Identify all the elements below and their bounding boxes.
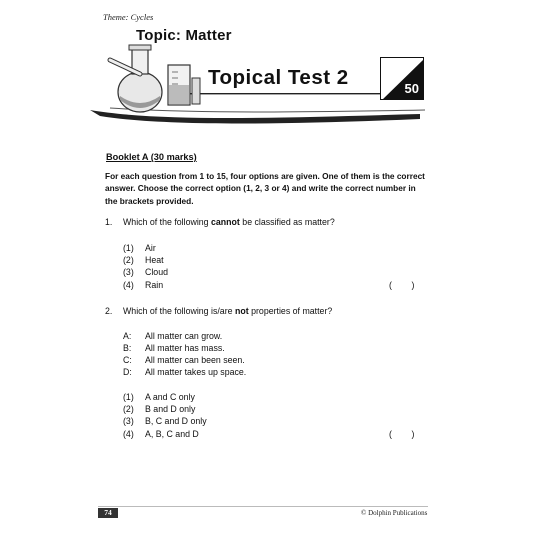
answer-bracket[interactable]: ( ): [389, 280, 415, 290]
option-text: Heat: [145, 255, 164, 265]
instructions-line: answer. Choose the correct option (1, 2, 3 or 4) and write the correct number in: [105, 183, 416, 194]
option-label: (3): [123, 416, 134, 426]
option-label: (2): [123, 404, 134, 414]
instructions-line: the brackets provided.: [105, 195, 194, 206]
option-label: (4): [123, 280, 134, 290]
footer-divider: [98, 506, 428, 507]
theme-label: Theme: Cycles: [103, 12, 154, 22]
option-text: Air: [145, 243, 156, 253]
question-emphasis: not: [234, 306, 249, 316]
page-number: 74: [98, 508, 118, 518]
statement-text: All matter has mass.: [145, 343, 225, 353]
booklet-title: Booklet A (30 marks): [106, 152, 197, 162]
option-text: Rain: [145, 280, 164, 290]
option-label: (3): [123, 267, 134, 277]
statement-text: All matter can been seen.: [145, 355, 245, 365]
option-label: (2): [123, 255, 134, 265]
instructions: [105, 170, 435, 207]
option-text: Cloud: [145, 267, 168, 277]
option-text: B and D only: [145, 404, 196, 414]
publisher-credit: © Dolphin Publications: [361, 509, 428, 517]
badge-number: 50: [404, 81, 419, 96]
statement-text: All matter takes up space.: [145, 367, 247, 377]
statement-text: All matter can grow.: [145, 331, 223, 341]
option-text: A, B, C and D: [145, 429, 199, 439]
option-label: (4): [123, 429, 134, 439]
statement-label: C:: [123, 355, 132, 365]
test-number-badge: [380, 57, 424, 100]
option-text: A and C only: [145, 392, 195, 402]
question-emphasis: cannot: [211, 217, 240, 227]
question-number: 1.: [105, 217, 113, 227]
instructions-line: For each question from 1 to 15, four options are given. One of them is the correct: [105, 171, 425, 181]
question-text: Which of the following is/are not properties of matter?: [123, 306, 333, 316]
question-number: 2.: [105, 306, 113, 316]
option-label: (1): [123, 392, 134, 402]
option-text: B, C and D only: [145, 416, 207, 426]
test-title: Topical Test 2: [208, 66, 349, 89]
topic-heading: Topic: Matter: [136, 27, 232, 44]
statement-label: B:: [123, 343, 132, 353]
question-text: Which of the following cannot be classified as matter?: [123, 217, 335, 227]
option-label: (1): [123, 243, 134, 253]
statement-label: D:: [123, 367, 132, 377]
statement-label: A:: [123, 331, 132, 341]
answer-bracket[interactable]: ( ): [389, 429, 415, 439]
